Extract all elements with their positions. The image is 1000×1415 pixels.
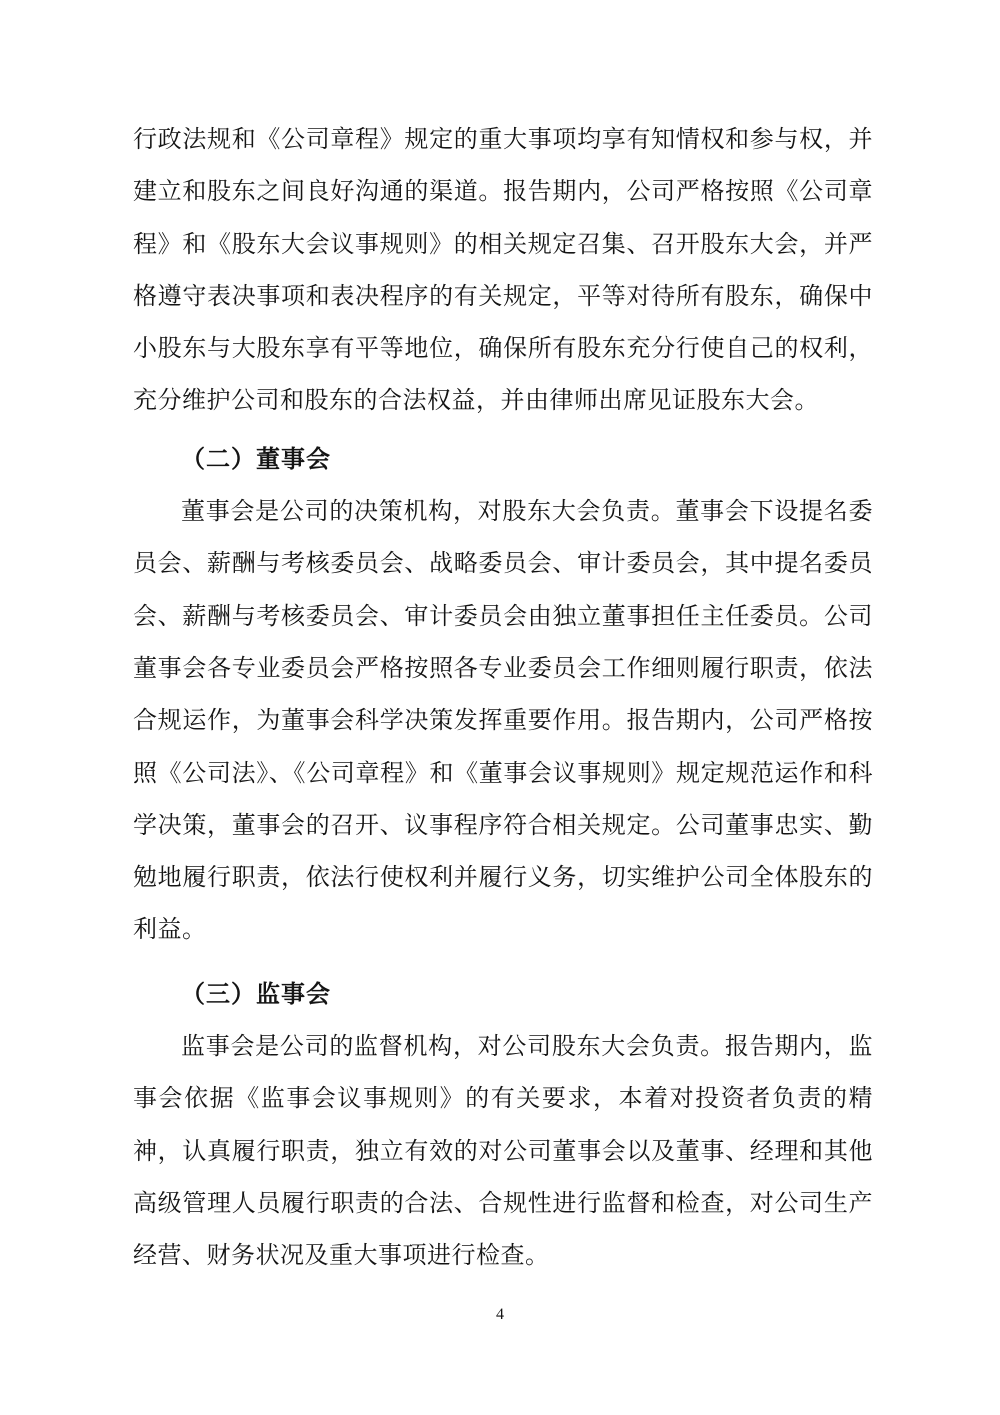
page-number: 4 xyxy=(496,1306,504,1323)
paragraph-board-of-supervisors: 监事会是公司的监督机构，对公司股东大会负责。报告期内，监事会依据《监事会议事规则》的有关要求，本着对投资者负责的精神，认真履行职责，独立有效的对公司董事会以及董事、经理和其他高级管理人员履行职责的合法、合规性进行监督和检查，对公司生产经营、财务状况及重大事项进行检查。 xyxy=(133,1034,873,1270)
paragraph-board-of-directors: 董事会是公司的决策机构，对股东大会负责。董事会下设提名委员会、薪酬与考核委员会、战略委员会、审计委员会，其中提名委员会、薪酬与考核委员会、审计委员会由独立董事担任主任委员。公司董事会各专业委员会严格按照各专业委员会工作细则履行职责，依法合规运作，为董事会科学决策发挥重要作用。报告期内，公司严格按照《公司法》、《公司章程》和《董事会议事规则》规定规范运作和科学决策，董事会的召开、议事程序符合相关规定。公司董事忠实、勤勉地履行职责，依法行使权利并履行义务，切实维护公司全体股东的利益。 xyxy=(133,499,873,944)
paragraph-shareholders-meeting-continuation: 行政法规和《公司章程》规定的重大事项均享有知情权和参与权，并建立和股东之间良好沟通的渠道。报告期内，公司严格按照《公司章程》和《股东大会议事规则》的相关规定召集、召开股东大会，并严格遵守表决事项和表决程序的有关规定，平等对待所有股东，确保中小股东与大股东享有平等地位，确保所有股东充分行使自己的权利，充分维护公司和股东的合法权益，并由律师出席见证股东大会。 xyxy=(133,127,873,415)
document-body xyxy=(133,114,873,1283)
page-footer xyxy=(0,1303,1000,1327)
heading-board-of-supervisors: （三）监事会 xyxy=(181,980,331,1008)
heading-board-of-directors: （二）董事会 xyxy=(181,445,331,473)
